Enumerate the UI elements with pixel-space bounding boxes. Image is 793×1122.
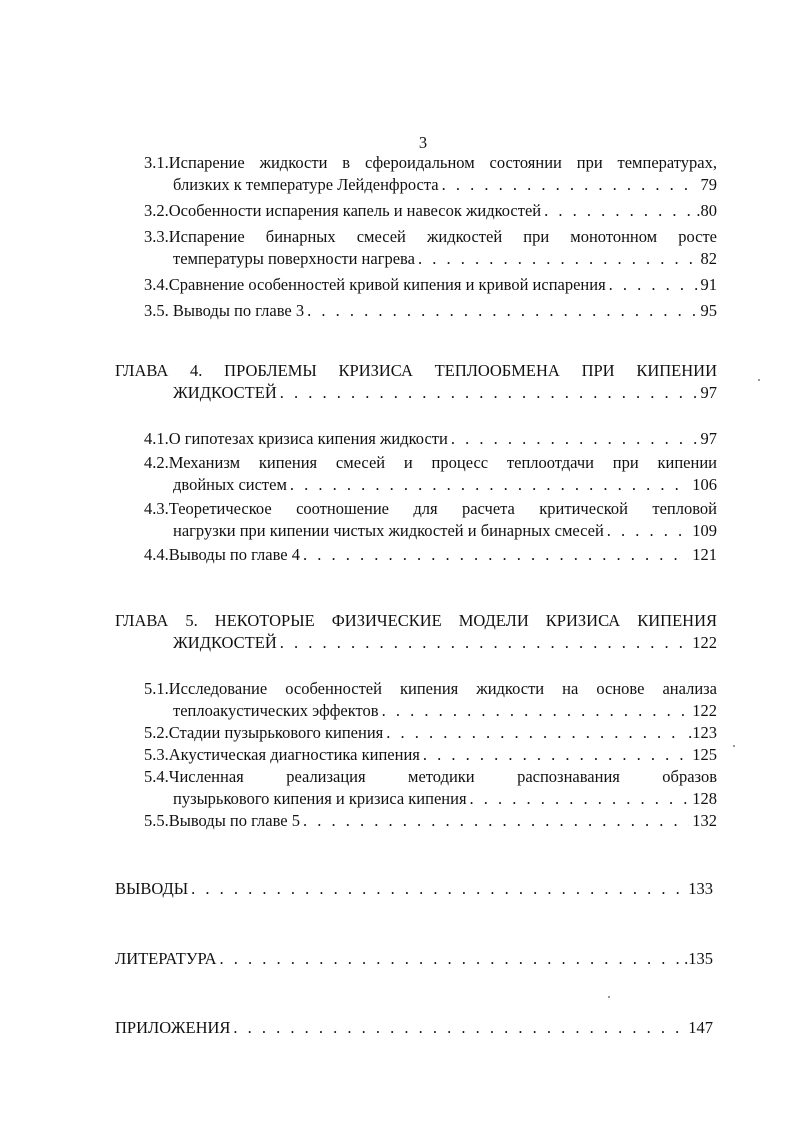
toc-literature (115, 948, 713, 970)
leader-dots (191, 878, 685, 900)
chapter4-title-line1: ГЛАВА 4. ПРОБЛЕМЫ КРИЗИСА ТЕПЛООБМЕНА ПРИ КИПЕНИИ (115, 361, 717, 380)
chapter5-heading (115, 610, 717, 654)
leader-dots (233, 1017, 685, 1039)
toc-item-5-4-line1: 5.4.Численная реализация методики распознавания образов (144, 767, 717, 786)
leader-dots (544, 200, 693, 222)
toc-conclusions (115, 878, 713, 900)
leader-dots (290, 474, 689, 496)
toc-item-text: 4.1.О гипотезах кризиса кипения жидкости (144, 429, 448, 448)
toc-row (115, 948, 713, 970)
toc-page-ref: 122 (692, 633, 717, 652)
toc-item-3-5 (144, 300, 717, 322)
toc-item-5-1-line1: 5.1.Исследование особенностей кипения жидкости на основе анализа (144, 679, 717, 698)
toc-item-text: ЖИДКОСТЕЙ (173, 633, 277, 652)
toc-item-text: 5.3.Акустическая диагностика кипения (144, 745, 420, 764)
toc-item-text: ЖИДКОСТЕЙ (173, 383, 277, 402)
toc-item-3-1-line2 (144, 174, 717, 196)
toc-item-text: ЛИТЕРАТУРА (115, 949, 217, 968)
toc-row (115, 1017, 713, 1039)
toc-page-ref: .123 (688, 723, 717, 742)
leader-dots (423, 744, 689, 766)
toc-item-4-1 (144, 428, 717, 450)
toc-item-3-1-line1: 3.1.Испарение жидкости в сфероидальном состоянии при температурах, (144, 153, 717, 172)
toc-page-ref: 82 (700, 249, 717, 268)
leader-dots (609, 274, 698, 296)
toc-page-ref: .80 (696, 201, 717, 220)
toc-item-text: 3.5. Выводы по главе 3 (144, 301, 305, 320)
chapter4-title-line2 (115, 382, 717, 404)
leader-dots (451, 428, 698, 450)
toc-item-3-2 (144, 200, 717, 222)
leader-dots (382, 700, 690, 722)
toc-item-text: 3.2.Особенности испарения капель и навесок жидкостей (144, 201, 542, 220)
toc-page-ref: 95 (700, 301, 717, 320)
leader-dots (280, 382, 698, 404)
toc-appendices (115, 1017, 713, 1039)
leader-dots (470, 788, 690, 810)
toc-item-4-4 (144, 544, 717, 566)
toc-item-4-2-line2 (144, 474, 717, 496)
toc-item-5-1-line2 (144, 700, 717, 722)
toc-item-5-5 (144, 810, 717, 832)
toc-item-4-3-line1: 4.3.Теоретическое соотношение для расчета критической тепловой (144, 499, 717, 518)
toc-item-text: 4.4.Выводы по главе 4 (144, 545, 300, 564)
toc-item-text: 5.2.Стадии пузырькового кипения (144, 723, 384, 742)
toc-item-text: нагрузки при кипении чистых жидкостей и бинарных смесей (173, 521, 604, 540)
leader-dots (303, 810, 689, 832)
scan-speck (733, 745, 735, 747)
toc-page-ref: 121 (692, 545, 717, 564)
toc-page-ref: 79 (700, 175, 717, 194)
scan-speck (608, 996, 610, 998)
leader-dots (307, 300, 697, 322)
toc-page-ref: .135 (684, 949, 713, 968)
toc-page-ref: 132 (692, 811, 717, 830)
page-number: 3 (418, 133, 428, 152)
chapter4-heading (115, 360, 717, 404)
toc-item-3-3-line2 (144, 248, 717, 270)
leader-dots (280, 632, 690, 654)
toc-page-ref: 147 (688, 1018, 713, 1037)
toc-item-4-2-line1: 4.2.Механизм кипения смесей и процесс теплоотдачи при кипении (144, 453, 717, 472)
leader-dots (418, 248, 698, 270)
toc-item-text: 3.4.Сравнение особенностей кривой кипения и кривой испарения (144, 275, 606, 294)
toc-page-ref: 91 (700, 275, 717, 294)
toc-item-5-4-line2 (144, 788, 717, 810)
toc-item-text: температуры поверхности нагрева (173, 249, 415, 268)
toc-page-ref: 97 (700, 383, 717, 402)
toc-item-text: теплоакустических эффектов (173, 701, 379, 720)
leader-dots (220, 948, 682, 970)
toc-item-5-3 (144, 744, 717, 766)
chapter4-section (144, 428, 717, 566)
toc-item-text: двойных систем (173, 475, 287, 494)
toc-item-3-3-line1: 3.3.Испарение бинарных смесей жидкостей при монотонном росте (144, 227, 717, 246)
chapter5-title-line2 (115, 632, 717, 654)
toc-item-text: ПРИЛОЖЕНИЯ (115, 1018, 231, 1037)
leader-dots (303, 544, 689, 566)
toc-item-text: близких к температуре Лейденфроста (173, 175, 439, 194)
leader-dots (386, 722, 685, 744)
toc-page-ref: 106 (692, 475, 717, 494)
leader-dots (442, 174, 698, 196)
toc-item-text: ВЫВОДЫ (115, 879, 189, 898)
toc-row (115, 878, 713, 900)
toc-page-ref: 133 (688, 879, 713, 898)
toc-item-4-3-line2 (144, 520, 717, 542)
toc-item-text: пузырькового кипения и кризиса кипения (173, 789, 467, 808)
toc-page-ref: 128 (692, 789, 717, 808)
chapter5-section (144, 678, 717, 832)
toc-item-3-4 (144, 274, 717, 296)
scan-speck (758, 379, 760, 381)
toc-item-5-2 (144, 722, 717, 744)
toc-page-ref: 122 (692, 701, 717, 720)
toc-page-ref: 125 (692, 745, 717, 764)
toc-item-text: 5.5.Выводы по главе 5 (144, 811, 300, 830)
toc-page-ref: 97 (700, 429, 717, 448)
toc-page-ref: 109 (692, 521, 717, 540)
chapter5-title-line1: ГЛАВА 5. НЕКОТОРЫЕ ФИЗИЧЕСКИЕ МОДЕЛИ КРИЗИСА КИПЕНИЯ (115, 611, 717, 630)
chapter3-section (144, 152, 717, 322)
leader-dots (607, 520, 689, 542)
